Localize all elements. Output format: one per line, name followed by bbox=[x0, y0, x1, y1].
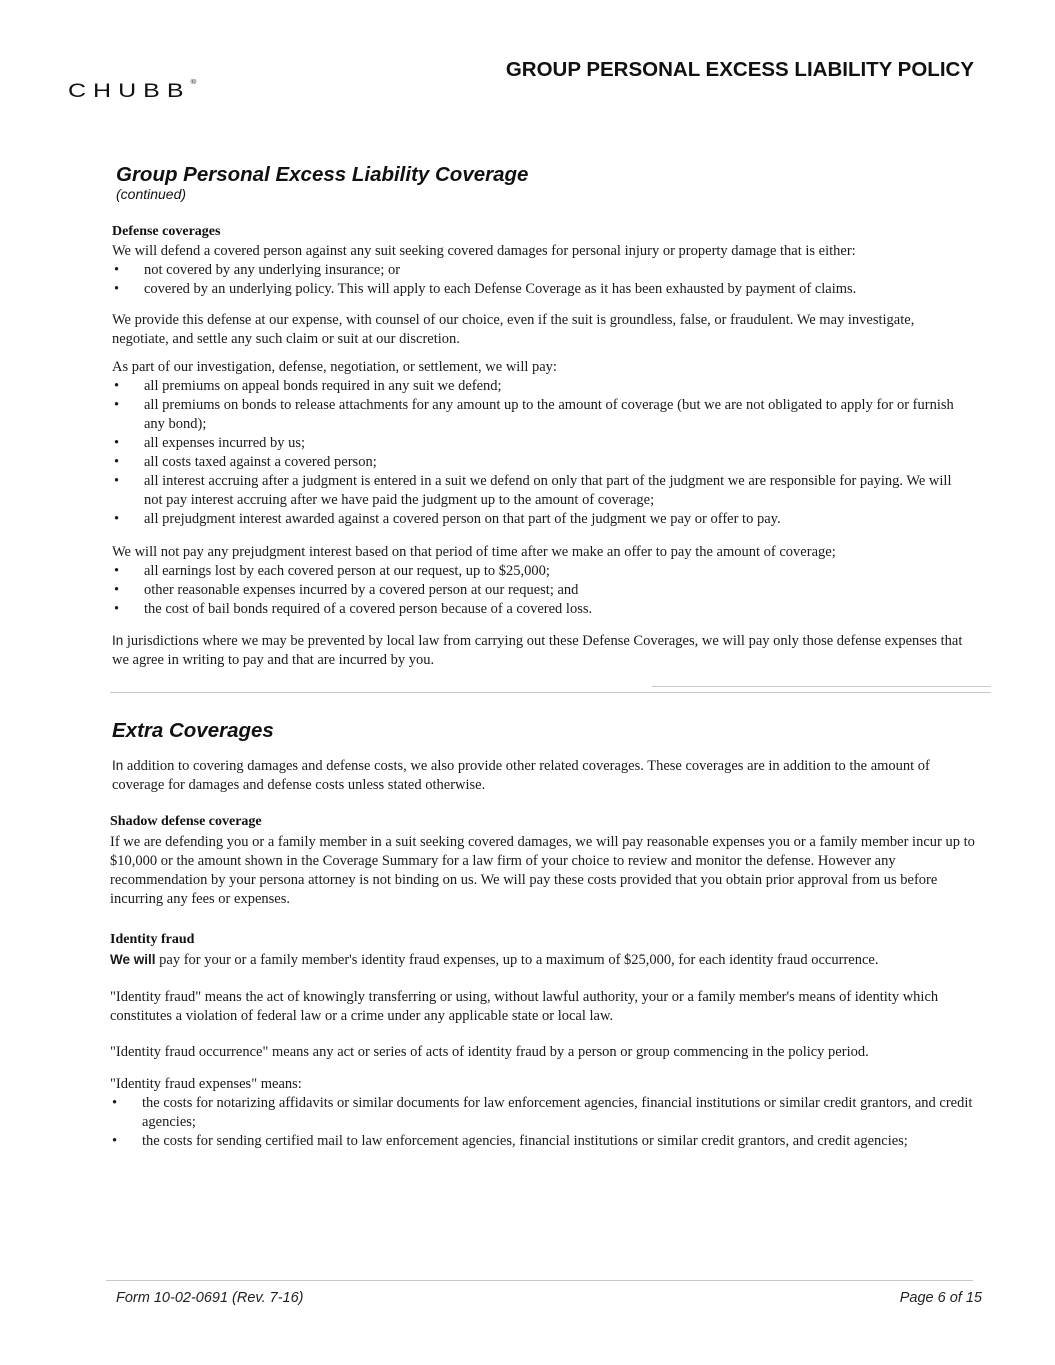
heading-identity-fraud: Identity fraud bbox=[110, 932, 195, 947]
payment-intro: As part of our investigation, defense, negotiation, or settlement, we will pay: bbox=[112, 359, 557, 375]
prejudgment-paragraph: We will not pay any prejudgment interest based on that period of time after we make an offer to pay the amount of coverage; bbox=[112, 544, 836, 560]
defense-expense-paragraph: We provide this defense at our expense, with counsel of our choice, even if the suit is groundless, false, or fraudulent. We may investigate, negotiate, and settle any such claim or suit at our discretion. bbox=[112, 312, 915, 347]
list-item: • all earnings lost by each covered person at our request, up to $25,000; bbox=[112, 562, 972, 581]
footer-rule bbox=[106, 1280, 973, 1281]
list-item: • the costs for notarizing affidavits or similar documents for law enforcement agencies, financial institutions or similar credit grantors, and credit agencies; bbox=[110, 1094, 976, 1132]
extra-coverages-intro: In addition to covering damages and defense costs, we also provide other related coverages. These coverages are in addition to the amount of coverage for damages and defense costs unless stated otherwise. bbox=[112, 758, 930, 793]
identity-fraud-definition: "Identity fraud" means the act of knowingly transferring or using, without lawful authority, your or a family member's means of identity which constitutes a violation of federal law or a crime under any applicable state or local law. bbox=[110, 989, 939, 1024]
divider-short bbox=[652, 686, 991, 687]
list-item: • all interest accruing after a judgment is entered in a suit we defend on only that part of the judgment we are responsible for paying. We will not pay interest accruing after we have paid the judgment up to the amount of coverage; bbox=[112, 472, 972, 510]
list-item: • the costs for sending certified mail to law enforcement agencies, financial institutions or similar credit grantors, and credit agencies; bbox=[110, 1132, 976, 1151]
document-title: GROUP PERSONAL EXCESS LIABILITY POLICY bbox=[505, 58, 974, 81]
section-title-group-coverage: Group Personal Excess Liability Coverage bbox=[116, 163, 529, 186]
defense-conditions-list bbox=[112, 261, 972, 299]
section-title-extra-coverages: Extra Coverages bbox=[112, 719, 274, 742]
list-item: • other reasonable expenses incurred by a covered person at our request; and bbox=[112, 581, 972, 600]
section-subtitle-continued: (continued) bbox=[116, 186, 187, 202]
footer-form-number: Form 10-02-0691 (Rev. 7-16) bbox=[116, 1290, 304, 1306]
identity-fraud-occurrence-definition: "Identity fraud occurrence" means any act or series of acts of identity fraud by a person or group commencing in the policy period. bbox=[110, 1044, 869, 1060]
additional-payment-list bbox=[112, 562, 972, 619]
identity-fraud-expenses-intro: "Identity fraud expenses" means: bbox=[110, 1076, 302, 1092]
payment-list bbox=[112, 377, 972, 529]
list-item: • covered by an underlying policy. This will apply to each Defense Coverage as it has been exhausted by payment of claims. bbox=[112, 280, 972, 299]
chubb-logo: CHUBB® bbox=[68, 78, 197, 102]
identity-fraud-expenses-list bbox=[110, 1094, 976, 1151]
section-divider bbox=[110, 692, 991, 693]
footer-page-number: Page 6 of 15 bbox=[899, 1290, 982, 1306]
defense-intro: We will defend a covered person against any suit seeking covered damages for personal injury or property damage that is either: bbox=[112, 243, 856, 259]
list-item: • not covered by any underlying insurance; or bbox=[112, 261, 972, 280]
jurisdiction-paragraph: In jurisdictions where we may be prevented by local law from carrying out these Defense Coverages, we will pay only those defense expenses that we agree in writing to pay and that are incurred by you. bbox=[112, 633, 963, 668]
list-item: • the cost of bail bonds required of a covered person because of a covered loss. bbox=[112, 600, 972, 619]
list-item: • all premiums on bonds to release attachments for any amount up to the amount of coverage (but we are not obligated to apply for or furnish any bond); bbox=[112, 396, 972, 434]
shadow-defense-body: If we are defending you or a family member in a suit seeking covered damages, we will pay reasonable expenses you or a family member incur up to $10,000 or the amount shown in the Coverage Summary for a law firm of your choice to review and monitor the defense. However any recommendation by your persona attorney is not binding on us. We will pay these costs provided that you obtain prior approval from us before incurring any fees or expenses. bbox=[110, 834, 975, 907]
heading-defense-coverages: Defense coverages bbox=[112, 224, 221, 239]
list-item: • all prejudgment interest awarded against a covered person on that part of the judgment we pay or offer to pay. bbox=[112, 510, 972, 529]
identity-fraud-body: We will pay for your or a family member's identity fraud expenses, up to a maximum of $25,000, for each identity fraud occurrence. bbox=[110, 952, 879, 968]
list-item: • all premiums on appeal bonds required in any suit we defend; bbox=[112, 377, 972, 396]
heading-shadow-defense: Shadow defense coverage bbox=[110, 814, 262, 829]
list-item: • all expenses incurred by us; bbox=[112, 434, 972, 453]
list-item: • all costs taxed against a covered person; bbox=[112, 453, 972, 472]
